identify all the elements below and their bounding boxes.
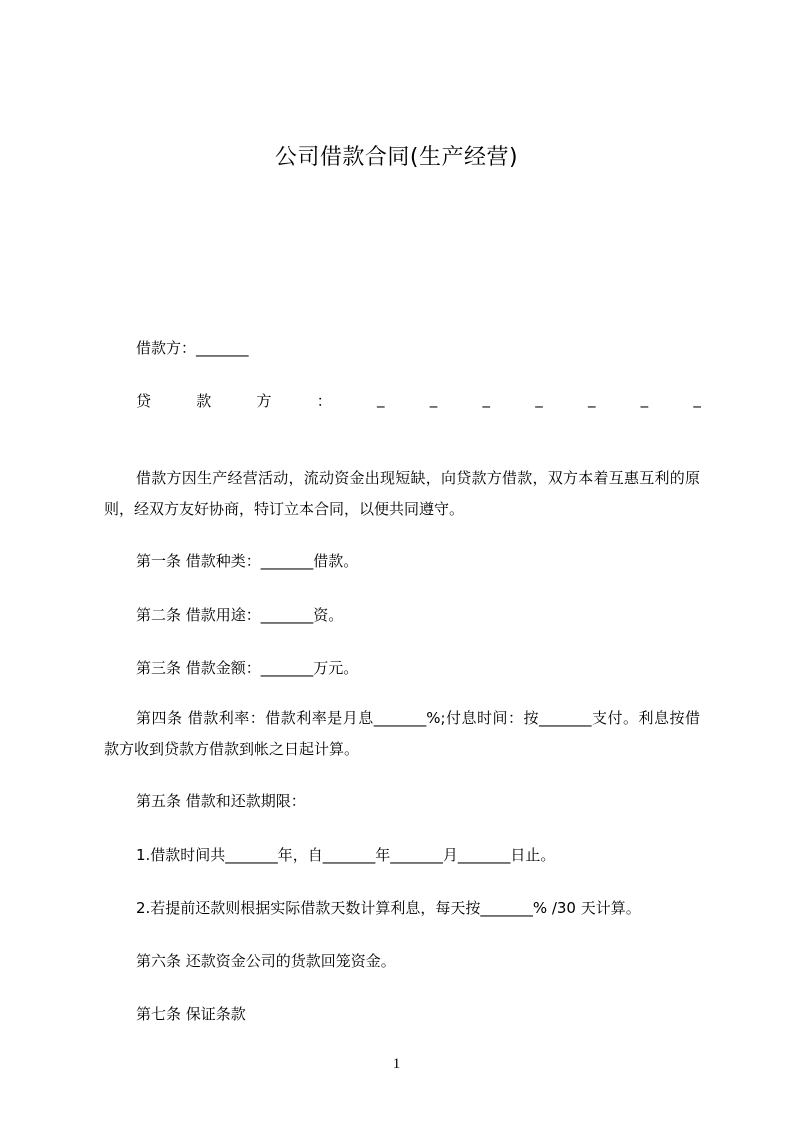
lender-char: 贷 [136, 392, 152, 410]
lender-char: _ [482, 390, 490, 408]
lender-char: 款 [196, 392, 212, 410]
article-7: 第七条 保证条款 [136, 1005, 246, 1023]
article-1: 第一条 借款种类：_______借款。 [136, 552, 359, 570]
lender-char: _ [377, 390, 385, 408]
clause-5-2: 2.若提前还款则根据实际借款天数计算利息，每天按_______% /30 天计算。 [136, 899, 641, 917]
article-5: 第五条 借款和还款期限： [136, 792, 306, 810]
lender-char: _ [429, 390, 438, 408]
article-2: 第二条 借款用途：_______资。 [136, 606, 344, 624]
article-3: 第三条 借款金额：_______万元。 [136, 659, 359, 677]
borrower-line: 借款方：_______ [136, 339, 249, 357]
article-6: 第六条 还款资金公司的货款回笼资金。 [136, 952, 396, 970]
lender-char: _ [535, 390, 543, 408]
lender-char: 方 [256, 392, 272, 410]
lender-char: _ [587, 390, 596, 408]
document-title: 公司借款合同(生产经营) [274, 145, 519, 170]
lender-line [136, 390, 701, 411]
preamble-paragraph: 借款方因生产经营活动，流动资金出现短缺，向贷款方借款，双方本着互惠互利的原则，经双方友好协商，特订立本合同，以便共同遵守。 [104, 469, 700, 518]
lender-char: _ [640, 390, 649, 408]
page-number: 1 [392, 1056, 401, 1072]
lender-char: _ [693, 390, 701, 408]
lender-char: ： [316, 392, 332, 410]
article-4: 第四条 借款利率：借款利率是月息_______%;付息时间：按_______支付。利息按借款方收到贷款方借款到帐之日起计算。 [104, 709, 700, 758]
clause-5-1: 1.借款时间共_______年，自_______年_______月_______日止。 [136, 846, 556, 864]
